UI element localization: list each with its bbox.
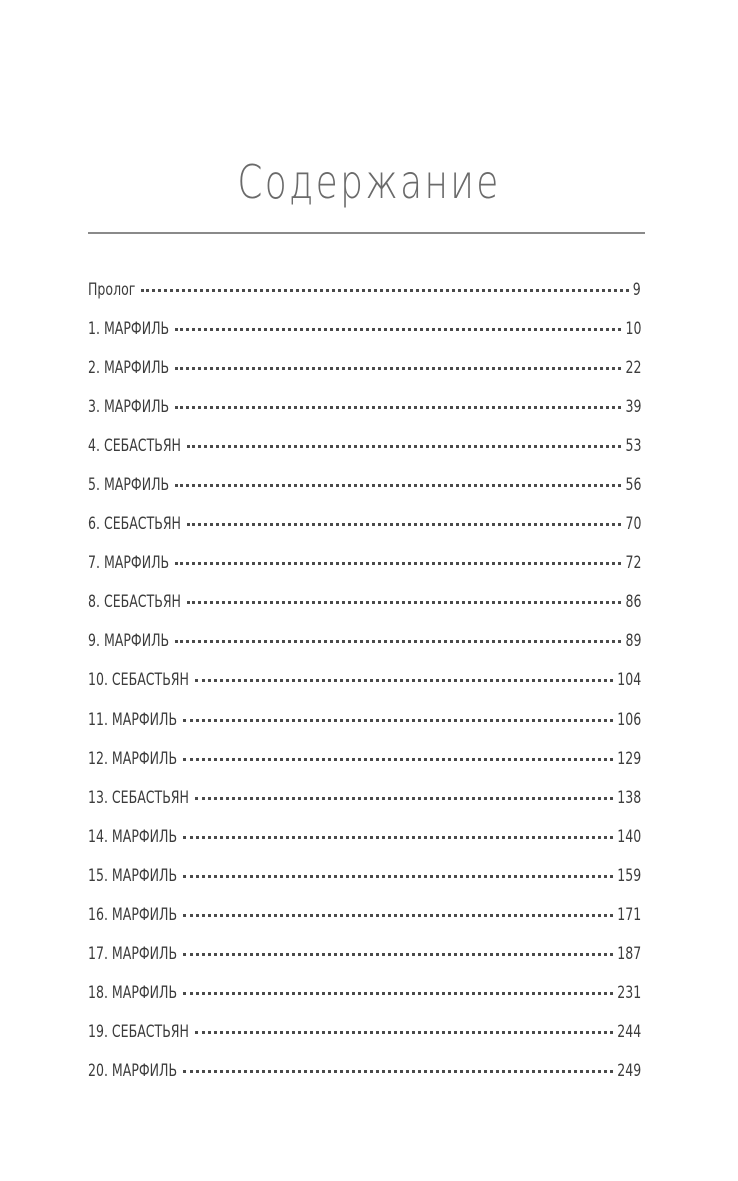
toc-entry <box>88 358 641 397</box>
toc-entry-label-wrap <box>88 905 177 925</box>
toc-entry-page-number: 231 <box>617 982 641 1003</box>
toc-entry <box>88 944 641 983</box>
toc-dot-leader <box>175 639 620 643</box>
toc-entry-page-number: 89 <box>625 631 641 652</box>
toc-entry <box>88 631 641 670</box>
toc-entry <box>88 514 641 553</box>
toc-entry-label-wrap <box>88 944 177 964</box>
toc-entry-page-number: 187 <box>617 943 641 964</box>
toc-entry-page-number: 129 <box>617 748 641 769</box>
toc-entry-page-number: 22 <box>625 358 641 379</box>
title-divider <box>88 232 645 234</box>
toc-entry-label: 11. МАРФИЛЬ <box>88 709 178 730</box>
toc-dot-leader <box>175 561 620 565</box>
toc-entry-page-number: 70 <box>625 514 641 535</box>
toc-entry <box>88 553 641 592</box>
toc-entry-label: 10. СЕБАСТЬЯН <box>88 670 189 691</box>
toc-entry-label: Пролог <box>88 280 136 300</box>
toc-entry-label-wrap <box>88 553 169 573</box>
toc-entry-label-wrap <box>88 631 169 651</box>
toc-entry <box>88 866 641 905</box>
toc-entry-label: 6. СЕБАСТЬЯН <box>88 514 181 535</box>
toc-entry-label: 13. СЕБАСТЬЯН <box>88 787 189 808</box>
toc-dot-leader <box>141 288 629 292</box>
toc-entry-label-wrap <box>88 788 189 808</box>
toc-entry-label-wrap <box>88 827 177 847</box>
toc-entry-label-wrap <box>88 749 177 769</box>
toc-dot-leader <box>175 483 620 487</box>
toc-dot-leader <box>195 678 613 682</box>
toc-dot-leader <box>183 991 613 995</box>
toc-entry-label: 17. МАРФИЛЬ <box>88 943 178 964</box>
toc-entry <box>88 670 641 709</box>
toc-entry-label: 1. МАРФИЛЬ <box>88 319 170 340</box>
toc-entry <box>88 280 641 319</box>
toc-entry-label-wrap <box>88 436 181 456</box>
toc-entry-page-number: 53 <box>625 436 641 457</box>
toc-entry <box>88 905 641 944</box>
toc-entry-label-wrap <box>88 280 135 300</box>
toc-entry-label-wrap <box>88 397 169 417</box>
toc-entry-label: 18. МАРФИЛЬ <box>88 982 178 1003</box>
toc-dot-leader <box>183 952 613 956</box>
toc-entry <box>88 710 641 749</box>
toc-dot-leader <box>183 1069 613 1073</box>
toc-entry-label: 15. МАРФИЛЬ <box>88 865 178 886</box>
toc-entry-page-number: 9 <box>633 280 641 300</box>
toc-entry-label-wrap <box>88 670 189 690</box>
toc-entry <box>88 788 641 827</box>
toc-entry-label: 3. МАРФИЛЬ <box>88 397 170 418</box>
toc-entry-label: 12. МАРФИЛЬ <box>88 748 178 769</box>
toc-entry-page-number: 244 <box>617 1021 641 1042</box>
toc-dot-leader <box>187 522 621 526</box>
toc-entry-label-wrap <box>88 514 181 534</box>
toc-dot-leader <box>195 1030 613 1034</box>
toc-dot-leader <box>175 366 620 370</box>
toc-entry-label: 2. МАРФИЛЬ <box>88 358 170 379</box>
toc-dot-leader <box>183 874 613 878</box>
toc-entry <box>88 319 641 358</box>
toc-dot-leader <box>175 327 620 331</box>
toc-entry-label-wrap <box>88 319 169 339</box>
toc-entry-page-number: 106 <box>617 709 641 730</box>
toc-entry-label: 19. СЕБАСТЬЯН <box>88 1021 189 1042</box>
toc-entry <box>88 397 641 436</box>
toc-entry-label: 16. МАРФИЛЬ <box>88 904 178 925</box>
toc-entry-label: 7. МАРФИЛЬ <box>88 553 170 574</box>
toc-entry <box>88 1022 641 1061</box>
toc-entry-page-number: 249 <box>617 1060 641 1081</box>
toc-entry <box>88 749 641 788</box>
toc-entry-label-wrap <box>88 1061 177 1081</box>
toc-entry-label: 4. СЕБАСТЬЯН <box>88 436 181 457</box>
toc-entry-label: 8. СЕБАСТЬЯН <box>88 592 181 613</box>
toc-entry-page-number: 72 <box>625 553 641 574</box>
toc-entry-label-wrap <box>88 983 177 1003</box>
toc-dot-leader <box>187 444 621 448</box>
toc-entry-label-wrap <box>88 592 181 612</box>
toc-entry <box>88 436 641 475</box>
toc-entry-label-wrap <box>88 866 177 886</box>
toc-entry <box>88 983 641 1022</box>
toc-entry-page-number: 56 <box>625 475 641 496</box>
toc-entry-page-number: 39 <box>625 397 641 418</box>
toc-dot-leader <box>187 600 621 604</box>
toc-entry <box>88 592 641 631</box>
page-title: Содержание <box>237 155 501 209</box>
toc-dot-leader <box>183 757 613 761</box>
table-of-contents <box>88 280 641 1100</box>
toc-entry-label-wrap <box>88 358 169 378</box>
toc-entry <box>88 1061 641 1100</box>
toc-entry-page-number: 159 <box>617 865 641 886</box>
toc-entry-label: 9. МАРФИЛЬ <box>88 631 170 652</box>
toc-entry-page-number: 138 <box>617 787 641 808</box>
toc-entry-label: 20. МАРФИЛЬ <box>88 1060 178 1081</box>
toc-entry <box>88 475 641 514</box>
toc-entry-label-wrap <box>88 1022 189 1042</box>
toc-dot-leader <box>183 718 613 722</box>
toc-dot-leader <box>183 913 613 917</box>
toc-dot-leader <box>175 405 620 409</box>
toc-entry-label: 5. МАРФИЛЬ <box>88 475 170 496</box>
toc-entry-page-number: 140 <box>617 826 641 847</box>
toc-entry-page-number: 10 <box>625 319 641 340</box>
toc-dot-leader <box>183 835 613 839</box>
toc-entry-page-number: 104 <box>617 670 641 691</box>
toc-entry-label-wrap <box>88 710 177 730</box>
toc-entry <box>88 827 641 866</box>
toc-entry-page-number: 171 <box>617 904 641 925</box>
toc-entry-label: 14. МАРФИЛЬ <box>88 826 178 847</box>
toc-entry-label-wrap <box>88 475 169 495</box>
toc-entry-page-number: 86 <box>625 592 641 613</box>
toc-dot-leader <box>195 796 613 800</box>
